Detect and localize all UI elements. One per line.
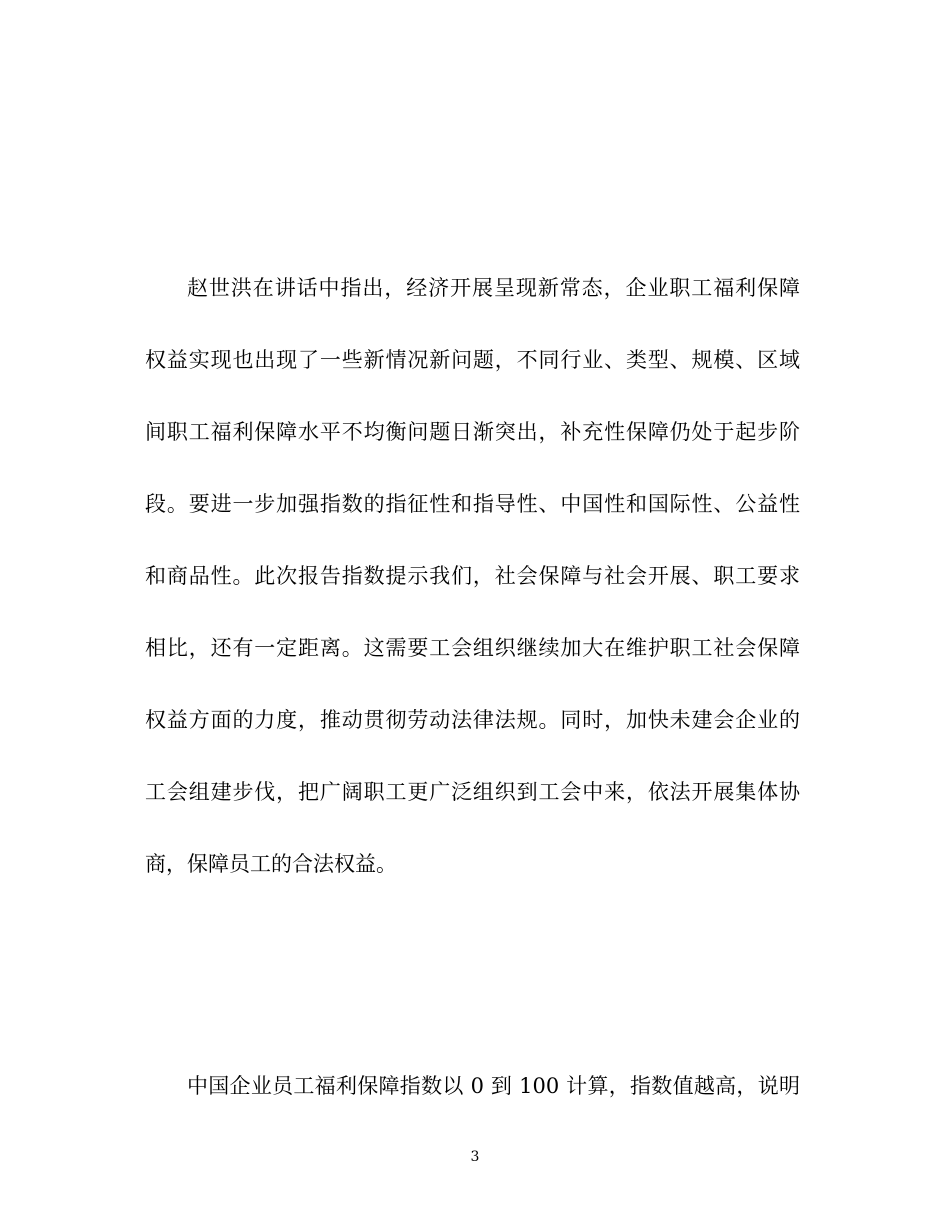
paragraph-line: 间职工福利保障水平不均衡问题日渐突出，补充性保障仍处于起步阶 [145,420,800,444]
paragraph-1 [145,277,800,925]
paragraph-line: 权益方面的力度，推动贯彻劳动法律法规。同时，加快未建会企业的 [145,708,800,732]
paragraph-line: 商，保障员工的合法权益。 [145,852,397,876]
paragraph-line: 赵世洪在讲话中指出，经济开展呈现新常态，企业职工福利保障 [187,276,800,300]
paragraph-line: 中国企业员工福利保障指数以 0 到 100 计算，指数值越高，说明 [187,1074,800,1098]
paragraph-line: 段。要进一步加强指数的指征性和指导性、中国性和国际性、公益性 [145,492,800,516]
paragraph-2 [145,1075,800,1147]
paragraph-line: 相比，还有一定距离。这需要工会组织继续加大在维护职工社会保障 [145,636,800,660]
paragraph-line: 工会组建步伐，把广阔职工更广泛组织到工会中来，依法开展集体协 [145,780,800,804]
paragraph-line: 权益实现也出现了一些新情况新问题，不同行业、类型、规模、区域 [145,348,800,372]
page-number: 3 [470,1149,480,1165]
paragraph-line: 和商品性。此次报告指数提示我们，社会保障与社会开展、职工要求 [145,564,800,588]
